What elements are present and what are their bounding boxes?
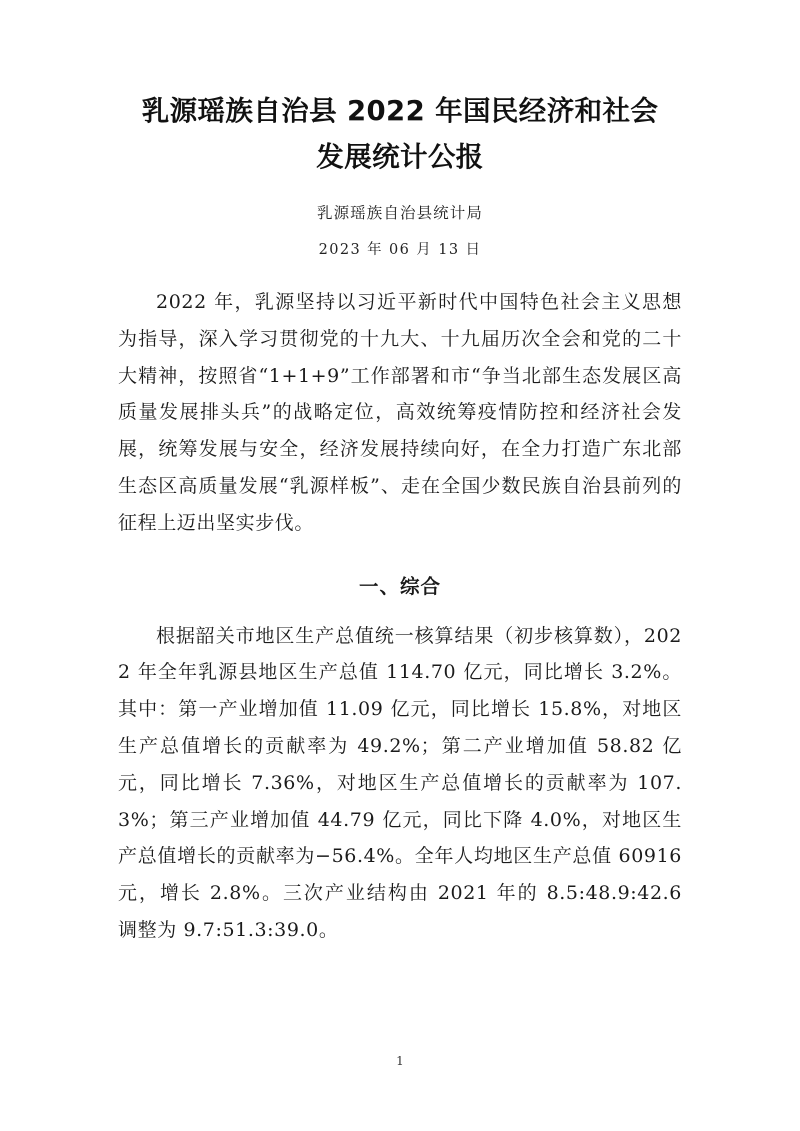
page-title-line-2: 发展统计公报	[316, 141, 484, 173]
publish-date: 2023 年 06 月 13 日	[318, 242, 482, 258]
document-body	[118, 262, 682, 949]
document-content	[118, 0, 682, 949]
overview-paragraph: 根据韶关市地区生产总值统一核算结果（初步核算数），2022 年全年乳源县地区生产总值 114.70 亿元，同比增长 3.2%。其中：第一产业增加值 11.09 亿元，同比增长 15.8%，对地区生产总值增长的贡献率为 49.2%；第二产业增加值 58.82 亿元，同比增长 7.36%，对地区生产总值增长的贡献率为 107.3%；第三产业增加值 44.79 亿元，同比下降 4.0%，对地区生产总值增长的贡献率为−56.4%。全年人均地区生产总值 60916 元，增长 2.8%。三次产业结构由 2021 年的 8.5:48.9:42.6 调整为 9.7:51.3:39.0。	[118, 624, 682, 941]
intro-paragraph: 2022 年，乳源坚持以习近平新时代中国特色社会主义思想为指导，深入学习贯彻党的十九大、十九届历次全会和党的二十大精神，按照省“1+1+9”工作部署和市“争当北部生态发展区高质量发展排头兵”的战略定位，高效统筹疫情防控和经济社会发展，统筹发展与安全，经济发展持续向好，在全力打造广东北部生态区高质量发展“乳源样板”、走在全国少数民族自治县前列的征程上迈出坚实步伐。	[118, 291, 682, 534]
page-title	[118, 0, 682, 180]
page-title-line-1: 乳源瑶族自治县 2022 年国民经济和社会	[141, 95, 659, 127]
issuing-agency: 乳源瑶族自治县统计局	[316, 204, 483, 222]
page-number: 1	[396, 1054, 404, 1068]
section-heading-overview: 一、综合	[358, 574, 441, 598]
